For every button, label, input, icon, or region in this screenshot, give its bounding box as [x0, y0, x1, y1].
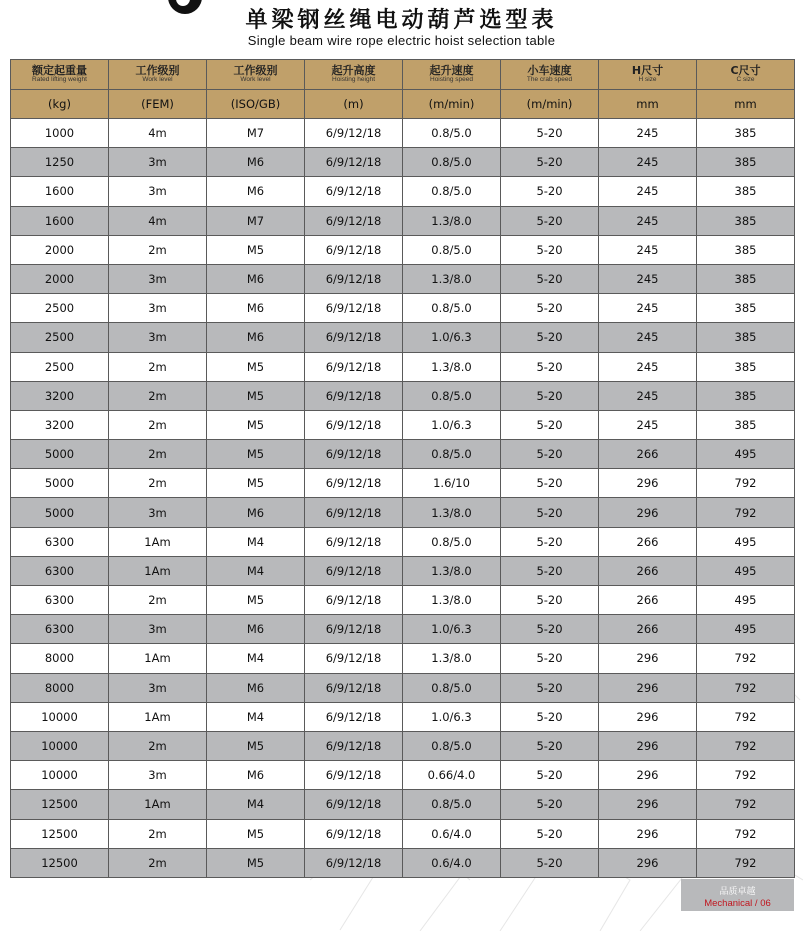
table-row — [11, 206, 795, 235]
table-cell: 792 — [697, 819, 795, 848]
table-cell: 2m — [109, 352, 207, 381]
table-cell: 245 — [599, 206, 697, 235]
table-cell: 792 — [697, 848, 795, 877]
table-cell: 2m — [109, 381, 207, 410]
header-cn: 小车速度 — [527, 64, 572, 78]
table-cell: 296 — [599, 819, 697, 848]
column-header-work-level-iso — [207, 60, 305, 90]
table-cell: 3m — [109, 498, 207, 527]
header-cn: 工作级别 — [135, 64, 180, 78]
table-cell: 385 — [697, 294, 795, 323]
table-cell: 266 — [599, 586, 697, 615]
header-en: Hoisting height — [332, 76, 375, 84]
table-cell: 1.6/10 — [403, 469, 501, 498]
table-cell: 0.8/5.0 — [403, 527, 501, 556]
table-cell: 2500 — [11, 294, 109, 323]
table-cell: 245 — [599, 410, 697, 439]
table-cell: 3m — [109, 761, 207, 790]
table-cell: 5-20 — [501, 615, 599, 644]
header-en: Rated lifting weight — [32, 76, 87, 84]
table-cell: 296 — [599, 731, 697, 760]
header-cn: 额定起重量 — [32, 64, 87, 78]
table-cell: 6300 — [11, 615, 109, 644]
table-cell: 0.66/4.0 — [403, 761, 501, 790]
table-cell: 5-20 — [501, 177, 599, 206]
table-cell: 296 — [599, 644, 697, 673]
table-cell: 0.8/5.0 — [403, 119, 501, 148]
header-cn: 起升速度 — [429, 64, 474, 78]
table-row — [11, 469, 795, 498]
table-cell: 1.3/8.0 — [403, 556, 501, 585]
table-cell: 6300 — [11, 586, 109, 615]
table-cell: 495 — [697, 527, 795, 556]
column-header-h-size — [599, 60, 697, 90]
table-cell: M5 — [207, 410, 305, 439]
table-cell: 2500 — [11, 352, 109, 381]
table-cell: 1250 — [11, 148, 109, 177]
column-header-hoisting-height — [305, 60, 403, 90]
table-row — [11, 235, 795, 264]
table-cell: M6 — [207, 148, 305, 177]
header-en: Hoisting speed — [430, 76, 473, 84]
header-en: Work level — [142, 76, 173, 84]
table-row — [11, 731, 795, 760]
table-cell: 245 — [599, 381, 697, 410]
table-cell: 2m — [109, 440, 207, 469]
table-cell: 1.0/6.3 — [403, 702, 501, 731]
table-cell: 6/9/12/18 — [305, 586, 403, 615]
table-row — [11, 177, 795, 206]
table-cell: 5-20 — [501, 440, 599, 469]
table-cell: 5-20 — [501, 498, 599, 527]
table-cell: 1.0/6.3 — [403, 323, 501, 352]
table-cell: 1Am — [109, 527, 207, 556]
table-cell: 245 — [599, 235, 697, 264]
table-cell: 5-20 — [501, 206, 599, 235]
table-cell: 792 — [697, 761, 795, 790]
table-cell: 6/9/12/18 — [305, 440, 403, 469]
header-en: H size — [638, 76, 657, 84]
table-cell: 0.8/5.0 — [403, 148, 501, 177]
table-cell: 5-20 — [501, 119, 599, 148]
table-cell: 6/9/12/18 — [305, 819, 403, 848]
table-cell: 6/9/12/18 — [305, 556, 403, 585]
table-cell: 4m — [109, 119, 207, 148]
table-cell: 385 — [697, 352, 795, 381]
table-cell: 0.6/4.0 — [403, 819, 501, 848]
header-en: The crab speed — [526, 76, 573, 84]
table-cell: 10000 — [11, 761, 109, 790]
table-row — [11, 498, 795, 527]
table-cell: 2m — [109, 586, 207, 615]
table-cell: M6 — [207, 498, 305, 527]
header-cn: 起升高度 — [331, 64, 376, 78]
table-row — [11, 586, 795, 615]
header-row — [11, 60, 795, 90]
table-cell: M6 — [207, 177, 305, 206]
table-cell: 1.3/8.0 — [403, 206, 501, 235]
table-cell: 3m — [109, 264, 207, 293]
table-cell: 10000 — [11, 731, 109, 760]
header-cn: C尺寸 — [730, 64, 761, 78]
table-cell: 6/9/12/18 — [305, 177, 403, 206]
table-cell: 385 — [697, 119, 795, 148]
table-cell: 296 — [599, 790, 697, 819]
table-cell: 5-20 — [501, 644, 599, 673]
table-cell: 0.8/5.0 — [403, 294, 501, 323]
table-cell: 1Am — [109, 702, 207, 731]
table-cell: 5-20 — [501, 819, 599, 848]
table-cell: 5-20 — [501, 294, 599, 323]
table-cell: M5 — [207, 381, 305, 410]
table-row — [11, 440, 795, 469]
table-cell: M5 — [207, 469, 305, 498]
table-cell: 385 — [697, 177, 795, 206]
table-cell: 6/9/12/18 — [305, 731, 403, 760]
table-cell: 6/9/12/18 — [305, 761, 403, 790]
table-cell: 5-20 — [501, 323, 599, 352]
table-cell: 0.8/5.0 — [403, 731, 501, 760]
table-cell: 6/9/12/18 — [305, 498, 403, 527]
table-cell: 6/9/12/18 — [305, 527, 403, 556]
table-cell: 5-20 — [501, 702, 599, 731]
table-cell: 495 — [697, 556, 795, 585]
table-cell: M6 — [207, 264, 305, 293]
table-cell: 5-20 — [501, 556, 599, 585]
table-cell: 296 — [599, 702, 697, 731]
table-cell: 1.3/8.0 — [403, 586, 501, 615]
table-cell: 3m — [109, 148, 207, 177]
table-cell: 6/9/12/18 — [305, 381, 403, 410]
table-row — [11, 294, 795, 323]
table-cell: 1.3/8.0 — [403, 352, 501, 381]
table-cell: 6/9/12/18 — [305, 848, 403, 877]
column-header-crab-speed — [501, 60, 599, 90]
table-cell: 1.3/8.0 — [403, 498, 501, 527]
table-row — [11, 761, 795, 790]
table-cell: 5-20 — [501, 264, 599, 293]
table-row — [11, 148, 795, 177]
table-cell: 1Am — [109, 556, 207, 585]
table-body — [11, 119, 795, 878]
table-cell: 495 — [697, 615, 795, 644]
table-row — [11, 848, 795, 877]
table-cell: 6/9/12/18 — [305, 615, 403, 644]
table-cell: 792 — [697, 644, 795, 673]
table-cell: 1600 — [11, 206, 109, 235]
unit-cell: mm — [697, 90, 795, 119]
table-cell: 385 — [697, 148, 795, 177]
table-cell: 5-20 — [501, 381, 599, 410]
table-cell: 6/9/12/18 — [305, 352, 403, 381]
table-cell: 2500 — [11, 323, 109, 352]
table-cell: 2m — [109, 819, 207, 848]
table-cell: 2m — [109, 731, 207, 760]
table-cell: 385 — [697, 381, 795, 410]
header-en: Work level — [240, 76, 271, 84]
table-cell: 5-20 — [501, 848, 599, 877]
table-cell: 2m — [109, 848, 207, 877]
table-cell: 245 — [599, 323, 697, 352]
table-cell: M6 — [207, 615, 305, 644]
table-cell: 1.0/6.3 — [403, 410, 501, 439]
table-cell: 6300 — [11, 527, 109, 556]
table-cell: 5-20 — [501, 235, 599, 264]
table-cell: 6/9/12/18 — [305, 294, 403, 323]
table-cell: 10000 — [11, 702, 109, 731]
page-subtitle: Single beam wire rope electric hoist selection table — [247, 33, 556, 48]
table-cell: M5 — [207, 235, 305, 264]
unit-row — [11, 90, 795, 119]
table-cell: 0.8/5.0 — [403, 381, 501, 410]
table-cell: 8000 — [11, 673, 109, 702]
table-cell: 296 — [599, 848, 697, 877]
table-cell: 5-20 — [501, 148, 599, 177]
table-cell: 385 — [697, 323, 795, 352]
table-cell: M6 — [207, 323, 305, 352]
table-cell: 2000 — [11, 264, 109, 293]
table-cell: 792 — [697, 469, 795, 498]
table-cell: 3m — [109, 673, 207, 702]
table-cell: 6/9/12/18 — [305, 469, 403, 498]
table-cell: 6/9/12/18 — [305, 644, 403, 673]
table-cell: 266 — [599, 615, 697, 644]
table-cell: 0.8/5.0 — [403, 177, 501, 206]
table-cell: 296 — [599, 498, 697, 527]
table-cell: 385 — [697, 206, 795, 235]
table-row — [11, 556, 795, 585]
table-cell: 1Am — [109, 644, 207, 673]
table-cell: 266 — [599, 440, 697, 469]
table-cell: 1600 — [11, 177, 109, 206]
table-cell: 6300 — [11, 556, 109, 585]
table-cell: 1.3/8.0 — [403, 264, 501, 293]
table-cell: 6/9/12/18 — [305, 235, 403, 264]
table-cell: M7 — [207, 206, 305, 235]
column-header-rated-weight — [11, 60, 109, 90]
table-cell: 4m — [109, 206, 207, 235]
table-cell: M6 — [207, 673, 305, 702]
table-cell: 245 — [599, 177, 697, 206]
table-cell: 266 — [599, 527, 697, 556]
table-row — [11, 673, 795, 702]
table-cell: 0.8/5.0 — [403, 790, 501, 819]
footer-badge — [681, 879, 794, 911]
table-cell: 3200 — [11, 410, 109, 439]
table-row — [11, 644, 795, 673]
table-row — [11, 352, 795, 381]
table-cell: M4 — [207, 527, 305, 556]
table-row — [11, 819, 795, 848]
table-cell: 6/9/12/18 — [305, 206, 403, 235]
table-cell: 12500 — [11, 790, 109, 819]
table-row — [11, 323, 795, 352]
table-cell: 6/9/12/18 — [305, 119, 403, 148]
table-cell: 6/9/12/18 — [305, 410, 403, 439]
table-cell: 5000 — [11, 469, 109, 498]
table-cell: 3m — [109, 323, 207, 352]
table-cell: M5 — [207, 440, 305, 469]
table-cell: 6/9/12/18 — [305, 673, 403, 702]
table-cell: 266 — [599, 556, 697, 585]
table-cell: 5-20 — [501, 586, 599, 615]
footer-page-label: Mechanical / 06 — [704, 898, 771, 909]
table-cell: M4 — [207, 790, 305, 819]
table-cell: 5-20 — [501, 527, 599, 556]
unit-cell: (FEM) — [109, 90, 207, 119]
table-row — [11, 790, 795, 819]
table-cell: 3m — [109, 177, 207, 206]
table-cell: 495 — [697, 440, 795, 469]
table-cell: 792 — [697, 673, 795, 702]
table-cell: 385 — [697, 264, 795, 293]
table-cell: 5000 — [11, 440, 109, 469]
selection-table — [10, 59, 795, 878]
table-cell: M4 — [207, 702, 305, 731]
unit-cell: (m/min) — [501, 90, 599, 119]
table-cell: 1.3/8.0 — [403, 644, 501, 673]
table-cell: M4 — [207, 644, 305, 673]
table-cell: 6/9/12/18 — [305, 790, 403, 819]
table-cell: 792 — [697, 731, 795, 760]
table-cell: 792 — [697, 702, 795, 731]
table-cell: 6/9/12/18 — [305, 264, 403, 293]
table-row — [11, 119, 795, 148]
table-cell: 2m — [109, 410, 207, 439]
header-en: C size — [736, 76, 755, 84]
table-cell: 0.8/5.0 — [403, 440, 501, 469]
table-cell: 1000 — [11, 119, 109, 148]
table-cell: 5000 — [11, 498, 109, 527]
table-cell: 1Am — [109, 790, 207, 819]
table-cell: 6/9/12/18 — [305, 323, 403, 352]
column-header-work-level-fem — [109, 60, 207, 90]
table-cell: M5 — [207, 731, 305, 760]
table-row — [11, 702, 795, 731]
table-cell: M5 — [207, 819, 305, 848]
unit-cell: (m) — [305, 90, 403, 119]
table-cell: M6 — [207, 294, 305, 323]
unit-cell: (ISO/GB) — [207, 90, 305, 119]
table-cell: 5-20 — [501, 352, 599, 381]
table-cell: 296 — [599, 469, 697, 498]
table-cell: 5-20 — [501, 469, 599, 498]
table-cell: 5-20 — [501, 790, 599, 819]
table-cell: 2m — [109, 469, 207, 498]
table-row — [11, 527, 795, 556]
unit-cell: (kg) — [11, 90, 109, 119]
header-cn: 工作级别 — [233, 64, 278, 78]
table-cell: 792 — [697, 498, 795, 527]
table-cell: 385 — [697, 410, 795, 439]
table-cell: 2000 — [11, 235, 109, 264]
table-cell: 3m — [109, 615, 207, 644]
table-cell: M5 — [207, 586, 305, 615]
column-header-c-size — [697, 60, 795, 90]
table-cell: 245 — [599, 119, 697, 148]
column-header-hoisting-speed — [403, 60, 501, 90]
table-cell: 245 — [599, 294, 697, 323]
table-cell: 8000 — [11, 644, 109, 673]
table-cell: M6 — [207, 761, 305, 790]
page-title: 单梁钢丝绳电动葫芦选型表 — [245, 8, 558, 33]
table-cell: 1.0/6.3 — [403, 615, 501, 644]
table-cell: 6/9/12/18 — [305, 702, 403, 731]
table-cell: M5 — [207, 848, 305, 877]
table-cell: 3200 — [11, 381, 109, 410]
table-cell: 6/9/12/18 — [305, 148, 403, 177]
table-cell: 245 — [599, 352, 697, 381]
table-cell: 0.8/5.0 — [403, 235, 501, 264]
table-cell: 385 — [697, 235, 795, 264]
table-cell: 0.6/4.0 — [403, 848, 501, 877]
table-cell: 12500 — [11, 848, 109, 877]
table-row — [11, 410, 795, 439]
table-cell: 5-20 — [501, 410, 599, 439]
footer-slogan: 品质卓越 — [719, 887, 756, 897]
table-cell: 5-20 — [501, 761, 599, 790]
table-cell: 5-20 — [501, 673, 599, 702]
table-cell: 296 — [599, 761, 697, 790]
table-cell: 792 — [697, 790, 795, 819]
table-cell: 495 — [697, 586, 795, 615]
table-cell: M5 — [207, 352, 305, 381]
table-cell: 2m — [109, 235, 207, 264]
table-cell: M7 — [207, 119, 305, 148]
table-row — [11, 381, 795, 410]
unit-cell: mm — [599, 90, 697, 119]
table-row — [11, 264, 795, 293]
table-cell: M4 — [207, 556, 305, 585]
unit-cell: (m/min) — [403, 90, 501, 119]
table-cell: 245 — [599, 148, 697, 177]
table-row — [11, 615, 795, 644]
table-cell: 12500 — [11, 819, 109, 848]
table-cell: 3m — [109, 294, 207, 323]
table-cell: 0.8/5.0 — [403, 673, 501, 702]
table-cell: 245 — [599, 264, 697, 293]
table-cell: 296 — [599, 673, 697, 702]
header-cn: H尺寸 — [631, 64, 664, 78]
table-cell: 5-20 — [501, 731, 599, 760]
